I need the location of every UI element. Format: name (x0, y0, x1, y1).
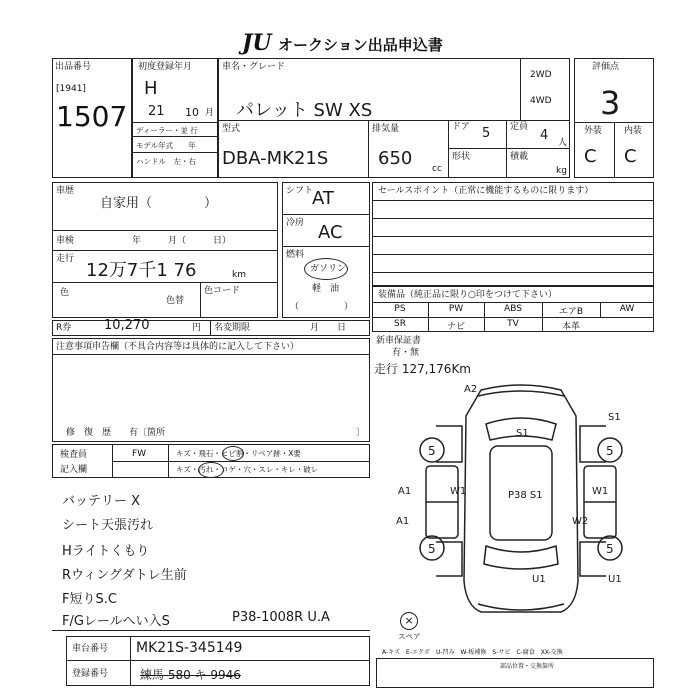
reg-label: 登録番号 (72, 669, 109, 679)
fuel-paren: （ ） (290, 302, 354, 312)
diagram-mark: U1 (532, 574, 546, 585)
exterior-value: C (584, 146, 597, 167)
equip-aw: AW (619, 304, 635, 314)
comment-line: F/Gレールへい入S (62, 614, 170, 629)
inspection-label: 車検 (56, 236, 75, 246)
fuel-circle (304, 258, 348, 280)
diagram-mark: W1 (592, 486, 609, 497)
load-unit: kg (556, 166, 567, 176)
color-code-label: 色コード (204, 286, 241, 296)
r-label: R券 (56, 323, 72, 333)
score-value: 3 (600, 84, 621, 122)
displacement-value: 650 (378, 148, 413, 169)
comment-line: バッテリー X (62, 494, 141, 509)
comment-line: P38-1008R U.A (232, 610, 330, 625)
inspector-label-2: 記入欄 (60, 465, 88, 475)
sales-box (372, 182, 654, 286)
legend-text-2: 部品位置・交換箇所 (500, 663, 555, 670)
mileage-note: 走行 127,176Km (374, 362, 471, 376)
diagram-mark: A2 (464, 384, 478, 395)
new-warranty-label: 新車保証書 (376, 336, 422, 346)
type-label: 型式 (222, 124, 241, 134)
usage-label: 車歴 (56, 186, 75, 196)
color-change-label: 色替 (166, 296, 185, 306)
capacity-label: 定員 (510, 122, 529, 132)
diagram-mark: S1 (608, 412, 621, 423)
change-label: 名変期限 (214, 323, 251, 333)
chassis-value: MK21S-345149 (136, 640, 243, 656)
comment-line: F短りS.C (62, 592, 117, 607)
car-name-label: 車名・グレード (222, 62, 286, 72)
dealer-label: ディーラー・並 行 (136, 126, 198, 135)
diagram-mark: W1 (450, 486, 467, 497)
change-fmt: 月 日 (310, 323, 347, 333)
inspector-circle-1 (222, 446, 244, 461)
ju-logo: JU (242, 30, 272, 56)
type-value: DBA-MK21S (222, 148, 329, 169)
interior-label: 内装 (624, 126, 643, 136)
lot-number: 1507 (56, 100, 128, 133)
doors-label: ドア (452, 122, 470, 132)
equipment-label: 装備品（純正品に限り○印をつけて下さい） (378, 290, 557, 300)
sales-label: セールスポイント（正常に機能するものに限ります） (378, 186, 594, 196)
svg-text:5: 5 (606, 444, 614, 458)
inspector-row2: キズ・汚れ・コゲ・穴・スレ・キレ・破レ (176, 465, 319, 474)
comment-line: Rウィングダトレ生前 (62, 568, 187, 583)
inspector-row1: キズ・飛石・ヒビ割・リペア跡・X要 (176, 449, 301, 458)
inspection-fmt: 年 月（ 日） (132, 236, 232, 246)
notes-label: 注意事項申告欄（不具合内容等は具体的に記入して下さい） (56, 342, 300, 352)
diagram-mark: U1 (608, 574, 622, 585)
lot-small: [1941] (56, 84, 86, 94)
fuel-value: ガソリン (310, 264, 347, 274)
shift-value: AT (312, 188, 334, 209)
color-label: 色 (60, 288, 70, 298)
repair-bracket: 〕 (356, 428, 366, 438)
interior-value: C (624, 146, 637, 167)
equip-sr: SR (394, 319, 406, 329)
fuel-label: 燃料 (286, 250, 305, 260)
first-reg-label: 初度登録年月 (138, 62, 193, 72)
comment-line: シート天張汚れ (62, 518, 154, 533)
legend-text: A-キズ E-エクボ U-凹み W-板補修 S-サビ C-腐食 XX-交換 (382, 649, 563, 656)
ac-label: 冷房 (286, 218, 305, 228)
drive-4wd: 4WD (530, 96, 552, 106)
doors-value: 5 (482, 126, 491, 141)
spare-circle: × (400, 612, 418, 630)
handle-label: ハンドル 左・右 (136, 157, 196, 166)
diagram-mark: S1 (516, 428, 529, 439)
fuel-oil: 軽 油 (312, 284, 340, 294)
repair-label: 修 復 歴 有〔箇所 (66, 428, 166, 438)
form-title: オークション出品申込書 (278, 36, 443, 54)
spare-label: スペア (398, 632, 421, 641)
diagram-mark: A1 (398, 486, 412, 497)
inspector-circle-2 (198, 462, 224, 478)
mileage-unit: km (232, 270, 246, 280)
inspector-fw: FW (132, 449, 147, 459)
comment-line: Hライトくもり (62, 544, 150, 559)
svg-text:5: 5 (428, 444, 436, 458)
svg-text:5: 5 (606, 542, 614, 556)
shape-label: 形状 (452, 152, 471, 162)
inspector-label-1: 検査員 (60, 450, 88, 460)
first-reg-month-unit: 月 (205, 108, 215, 118)
reg-value: 練馬 580 キ 9946 (140, 668, 241, 682)
ac-value: AC (318, 222, 343, 243)
equip-leather: 本革 (561, 322, 580, 332)
usage-value: 自家用（ ） (100, 196, 218, 211)
first-reg-year: 21 (148, 104, 165, 119)
displacement-unit: cc (432, 164, 442, 174)
car-name-value: パレット SW XS (236, 100, 373, 121)
drive-2wd: 2WD (530, 70, 552, 80)
equip-pw: PW (448, 304, 464, 314)
mileage-label: 走行 (56, 254, 75, 264)
displacement-label: 排気量 (372, 124, 400, 134)
diagram-mark: A1 (396, 516, 410, 527)
first-reg-month: 10 (185, 106, 199, 119)
new-warranty-value: 有・無 (392, 348, 420, 358)
capacity-unit: 人 (558, 138, 568, 148)
equip-navi: ナビ (446, 322, 465, 332)
diagram-mark: P38 S1 (508, 490, 543, 501)
equip-tv: TV (507, 319, 519, 329)
r-unit: 円 (192, 323, 202, 333)
first-reg-era: H (144, 78, 158, 99)
svg-text:5: 5 (428, 542, 436, 556)
capacity-value: 4 (540, 128, 549, 143)
mileage-value: 12万7千1 76 (86, 260, 197, 281)
equip-ps: PS (394, 304, 406, 314)
chassis-label: 車台番号 (72, 644, 109, 654)
lot-label: 出品番号 (55, 62, 92, 72)
r-value: 10,270 (104, 318, 150, 333)
load-label: 積載 (510, 152, 529, 162)
diagram-mark: W2 (572, 516, 589, 527)
exterior-label: 外装 (584, 126, 603, 136)
score-label: 評価点 (592, 62, 620, 72)
equip-abs: ABS (504, 304, 522, 314)
model-year-label: モデル年式 年 (136, 141, 196, 150)
equip-airbag: エアB (558, 307, 584, 317)
shift-label: シフト (286, 186, 314, 196)
